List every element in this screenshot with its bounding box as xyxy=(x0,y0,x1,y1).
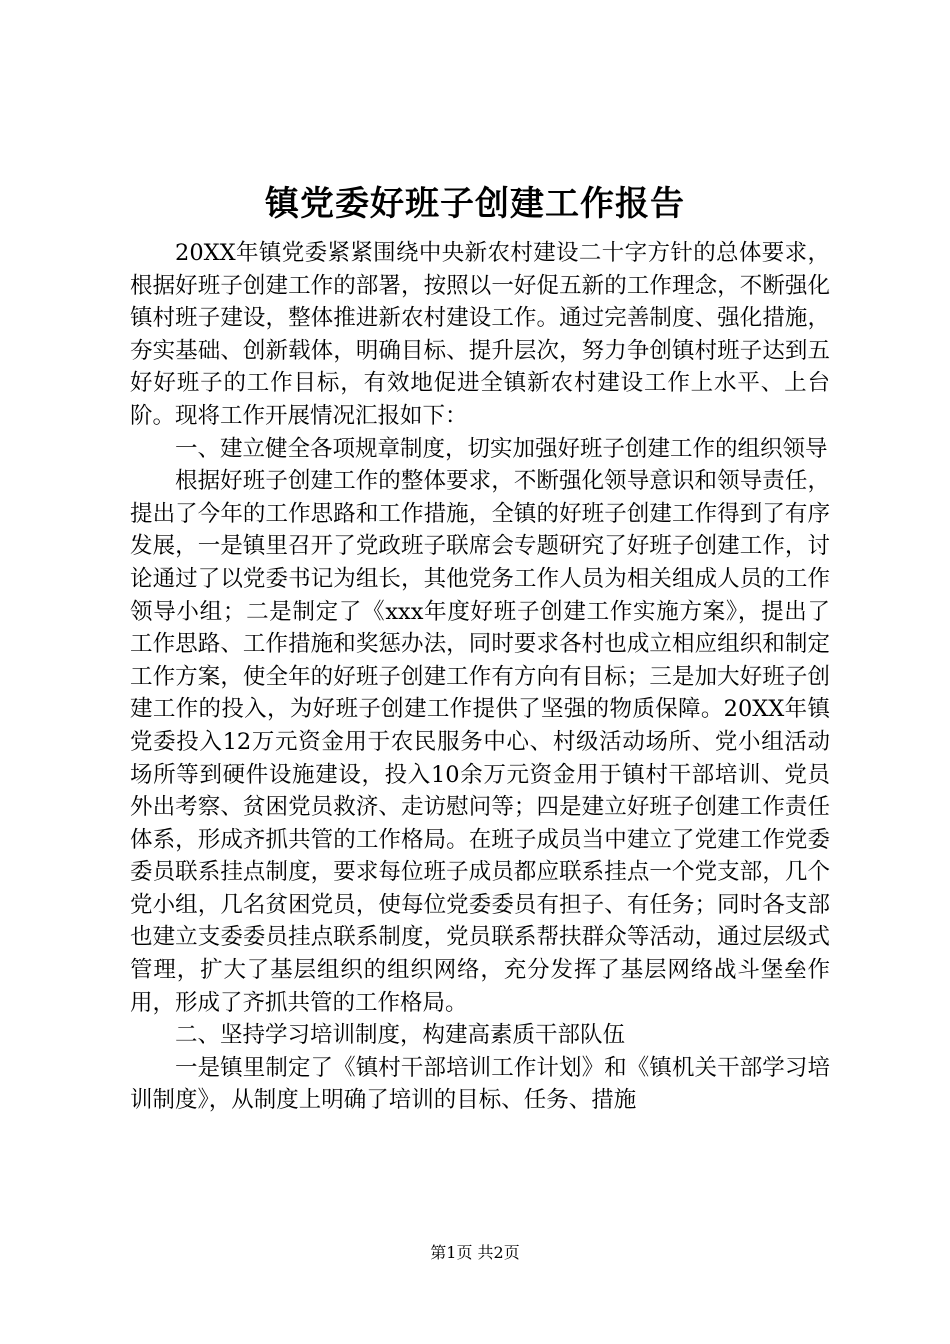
page-footer: 第1页 共2页 xyxy=(430,1243,520,1262)
section-heading-1: 一、建立健全各项规章制度，切实加强好班子创建工作的组织领导 xyxy=(175,435,828,462)
section-heading-2: 二、坚持学习培训制度，构建高素质干部队伍 xyxy=(175,1022,626,1049)
document-body xyxy=(130,237,830,1117)
paragraph-section-2: 一是镇里制定了《镇村干部培训工作计划》和《镇机关干部学习培训制度》，从制度上明确了培训的目标、任务、措施 xyxy=(130,1054,830,1114)
document-title: 镇党委好班子创建工作报告 xyxy=(265,184,685,224)
paragraph-section-1: 根据好班子创建工作的整体要求，不断强化领导意识和领导责任，提出了今年的工作思路和工作措施，全镇的好班子创建工作得到了有序发展，一是镇里召开了党政班子联席会专题研究了好班子创建工作，讨论通过了以党委书记为组长，其他党务工作人员为相关组成人员的工作领导小组；二是制定了《xxx年度好班子创建工作实施方案》，提出了工作思路、工作措施和奖惩办法，同时要求各村也成立相应组织和制定工作方案，使全年的好班子创建工作有方向有目标；三是加大好班子创建工作的投入，为好班子创建工作提供了坚强的物质保障。20XX年镇党委投入12万元资金用于农民服务中心、村级活动场所、党小组活动场所等到硬件设施建设，投入10余万元资金用于镇村干部培训、党员外出考察、贫困党员救济、走访慰问等；四是建立好班子创建工作责任体系，形成齐抓共管的工作格局。在班子成员当中建立了党建工作党委委员联系挂点制度，要求每位班子成员都应联系挂点一个党支部，几个党小组，几名贫困党员，使每位党委委员有担子、有任务；同时各支部也建立支委委员挂点联系制度，党员联系帮扶群众等活动，通过层级式管理，扩大了基层组织的组织网络，充分发挥了基层网络战斗堡垒作用，形成了齐抓共管的工作格局。 xyxy=(130,468,830,1016)
paragraph-intro: 20XX年镇党委紧紧围绕中央新农村建设二十字方针的总体要求，根据好班子创建工作的部署，按照以一好促五新的工作理念，不断强化镇村班子建设，整体推进新农村建设工作。通过完善制度、强化措施，夯实基础、创新载体，明确目标、提升层次，努力争创镇村班子达到五好好班子的工作目标，有效地促进全镇新农村建设工作上水平、上台阶。现将工作开展情况汇报如下： xyxy=(130,240,830,429)
